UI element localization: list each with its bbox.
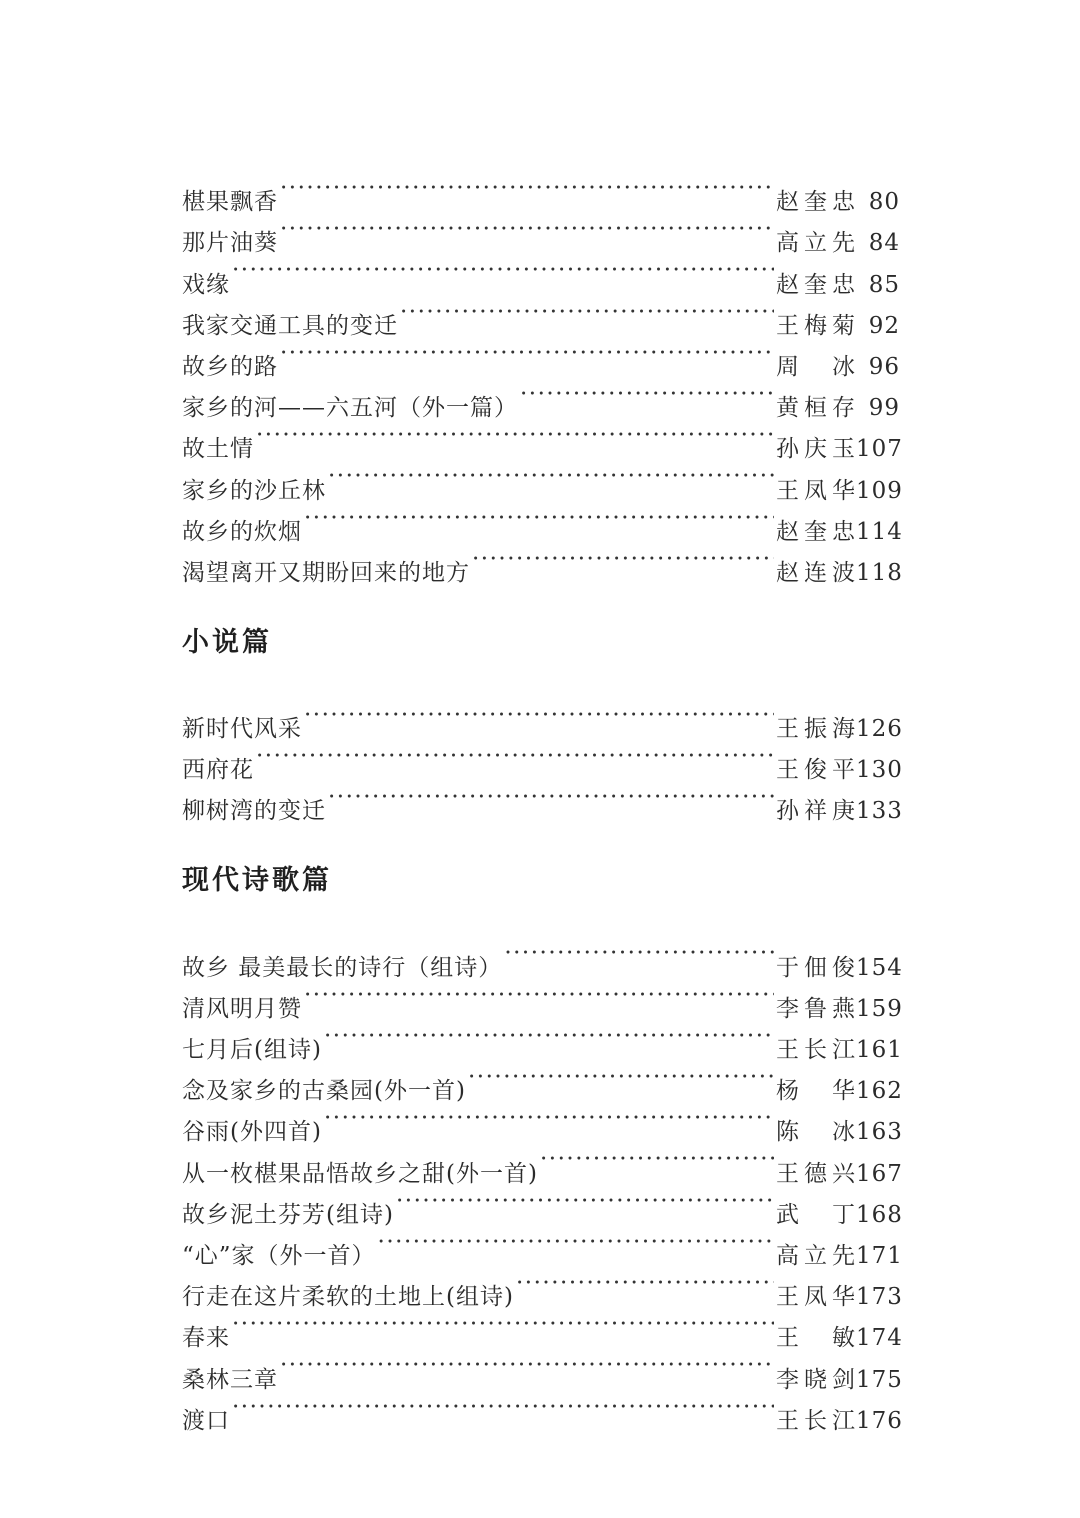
toc-entry-title: 新时代风采 [182,716,302,743]
toc-entry-page: 96 [868,353,900,380]
section-heading: 现代诗歌篇 [182,865,332,897]
toc-entry-title: 故乡的炊烟 [182,518,302,545]
toc-entry-page: 109 [856,477,903,504]
dot-leader [280,333,774,374]
toc-entry-author: 于佃俊 [776,954,856,981]
toc-entry-title: 我家交通工具的变迁 [182,312,398,339]
toc-entry-author: 孙庆玉 [776,436,856,463]
dot-leader [324,1016,774,1057]
toc-section [182,168,903,586]
toc-entry-page: 163 [856,1119,903,1146]
dot-leader [468,1057,774,1098]
table-of-contents [182,168,903,1434]
toc-entry-page: 80 [868,189,900,216]
toc-entry-author: 黄桓存 [776,395,856,422]
toc-entry-page: 159 [856,995,903,1022]
toc-entry-author: 赵连波 [776,559,856,586]
dot-leader [472,539,774,580]
toc-section [182,818,903,1434]
toc-entry-author: 高立先 [776,1242,856,1269]
toc-entry-page: 92 [868,312,900,339]
toc-entry-title: 从一枚椹果品悟故乡之甜(外一首) [182,1160,538,1187]
section-spacer [182,909,900,933]
toc-entry-title: 柳树湾的变迁 [182,798,326,825]
toc-entry-title: 那片油葵 [182,230,278,257]
dot-leader [324,1098,774,1139]
toc-entry-author: 王振海 [776,716,856,743]
toc-entry-page: 154 [856,954,903,981]
toc-section [182,580,903,825]
dot-leader [256,415,774,456]
toc-entry-author: 陈 冰 [776,1119,856,1146]
toc-entry-title: 故乡泥土芬芳(组诗) [182,1201,394,1228]
toc-entry-title: 戏缘 [182,271,230,298]
toc-entry-author: 李晓剑 [776,1366,856,1393]
toc-entry-page: 176 [856,1407,903,1434]
toc-entry-author: 武 丁 [776,1201,856,1228]
section-spacer [182,671,900,695]
dot-leader [304,498,774,539]
section-heading: 小说篇 [182,626,272,658]
toc-entry-page: 107 [856,436,903,463]
toc-entry-author: 王俊平 [776,757,856,784]
toc-entry-author: 王德兴 [776,1160,856,1187]
dot-leader [232,1387,774,1428]
toc-entry-title: 椹果飘香 [182,189,278,216]
toc-entry-title: 行走在这片柔软的土地上(组诗) [182,1284,514,1311]
toc-entry-author: 王 敏 [776,1325,856,1352]
dot-leader [304,975,774,1016]
toc-entry-title: 西府花 [182,757,254,784]
toc-entry-author: 周 冰 [776,353,856,380]
toc-entry-author: 赵奎忠 [776,189,856,216]
toc-entry-page: 162 [856,1078,903,1105]
toc-entry [182,695,903,743]
toc-entry-page: 114 [856,518,903,545]
toc-entry-title: 春来 [182,1325,230,1352]
toc-entry-author: 赵奎忠 [776,271,856,298]
toc-entry-title: 渴望离开又期盼回来的地方 [182,559,470,586]
dot-leader [256,736,774,777]
dot-leader [280,209,774,250]
toc-entry-title: 念及家乡的古桑园(外一首) [182,1078,466,1105]
toc-entry-author: 王长江 [776,1407,856,1434]
dot-leader [328,456,774,497]
toc-entry-author: 王凤华 [776,1284,856,1311]
dot-leader [396,1181,774,1222]
toc-entry-author: 杨 华 [776,1078,856,1105]
toc-entry-page: 85 [868,271,900,298]
dot-leader [280,168,774,209]
toc-entry-author: 李鲁燕 [776,995,856,1022]
dot-leader [378,1222,774,1263]
toc-entry-page: 84 [868,230,900,257]
toc-entry-page: 130 [856,757,903,784]
toc-entry-title: 故乡 最美最长的诗行（组诗） [182,954,503,981]
toc-entry-page: 161 [856,1037,903,1063]
toc-entry-title: 谷雨(外四首) [182,1119,322,1146]
toc-entry-author: 王长江 [776,1037,856,1063]
dot-leader [328,777,774,818]
dot-leader [232,1304,774,1345]
dot-leader [304,695,774,736]
toc-entry-title: 家乡的河——六五河（外一篇） [182,395,518,422]
toc-entry-title: 清风明月赞 [182,995,302,1022]
toc-entry-title: 桑林三章 [182,1366,278,1393]
toc-entry-author: 孙祥庚 [776,798,856,825]
toc-entry-title: 故乡的路 [182,353,278,380]
toc-entry-page: 126 [856,716,903,743]
toc-entry-author: 高立先 [776,230,856,257]
toc-entry-page: 173 [856,1284,903,1311]
toc-entry-page: 118 [856,559,903,586]
dot-leader [232,250,774,291]
toc-entry-title: 渡口 [182,1407,230,1434]
toc-entry-page: 174 [856,1325,903,1352]
toc-entry-title: 家乡的沙丘林 [182,477,326,504]
toc-entry-title: “心”家（外一首） [182,1242,376,1269]
dot-leader [516,1263,774,1304]
toc-entry-author: 赵奎忠 [776,518,856,545]
dot-leader [280,1345,774,1386]
dot-leader [540,1139,774,1180]
dot-leader [520,374,774,415]
toc-entry-title: 七月后(组诗) [182,1037,322,1063]
toc-entry-page: 168 [856,1201,903,1228]
dot-leader [504,933,774,974]
toc-entry-title: 故土情 [182,436,254,463]
toc-entry-page: 167 [856,1160,903,1187]
toc-entry [182,933,903,981]
toc-entry-page: 171 [856,1242,903,1269]
toc-entry-page: 99 [868,395,900,422]
toc-entry-page: 175 [856,1366,903,1393]
toc-entry-page: 133 [856,798,903,825]
toc-entry [182,168,900,216]
dot-leader [400,292,774,333]
toc-entry-author: 王梅菊 [776,312,856,339]
toc-entry-author: 王凤华 [776,477,856,504]
